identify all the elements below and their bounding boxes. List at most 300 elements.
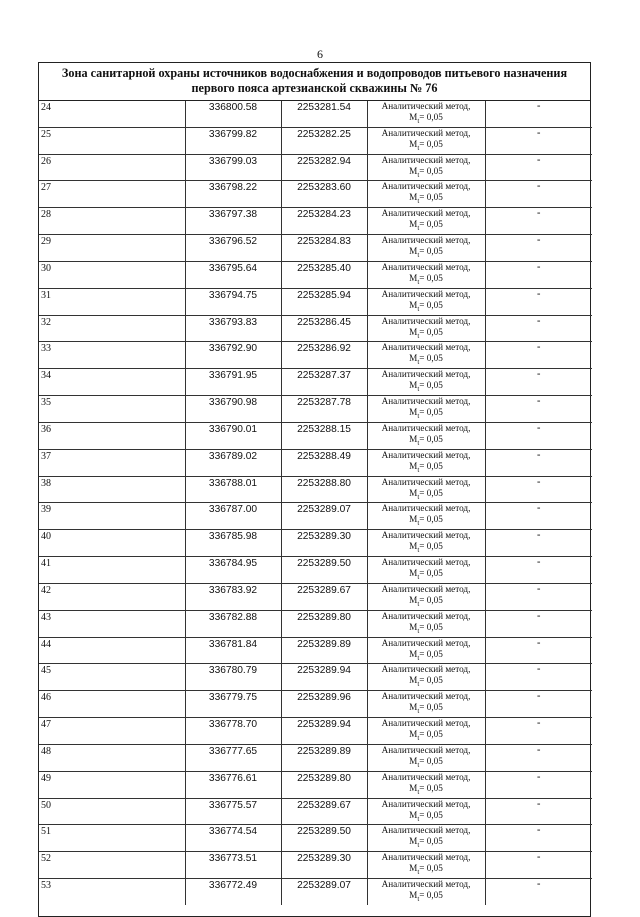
x-coordinate-cell: 336790.98: [185, 396, 281, 423]
method-symbol: M: [409, 836, 418, 847]
method-symbol: M: [409, 755, 418, 766]
method-line-1: Аналитический метод,: [381, 503, 471, 514]
method-value: = 0,05: [419, 219, 443, 230]
method-line-2: [368, 139, 485, 154]
method-symbol: M: [409, 326, 418, 337]
method-symbol: M: [409, 890, 418, 901]
point-number-cell: 33: [39, 342, 185, 369]
error-cell: -: [485, 744, 592, 771]
method-line-2: [368, 702, 485, 717]
method-line-1: Аналитический метод,: [381, 101, 471, 111]
y-coordinate-cell: 2253289.50: [281, 557, 367, 584]
error-cell: -: [485, 101, 592, 127]
method-cell: [367, 235, 485, 262]
method-subscript: t: [417, 277, 420, 286]
method-subscript: t: [417, 250, 420, 259]
y-coordinate-cell: 2253286.45: [281, 315, 367, 342]
method-line-1: Аналитический метод,: [381, 610, 471, 621]
x-coordinate-cell: 336781.84: [185, 637, 281, 664]
x-coordinate-cell: 336776.61: [185, 771, 281, 798]
method-cell: [367, 691, 485, 718]
error-cell: -: [485, 718, 592, 745]
y-coordinate-cell: 2253289.30: [281, 852, 367, 879]
method-cell: [367, 342, 485, 369]
y-coordinate-cell: 2253284.83: [281, 235, 367, 262]
method-line-1: Аналитический метод,: [381, 449, 471, 460]
method-value: = 0,05: [419, 380, 443, 391]
table-row: [39, 315, 592, 342]
method-line-1: Аналитический метод,: [381, 825, 471, 836]
method-line-2: [368, 461, 485, 476]
method-cell: [367, 422, 485, 449]
method-line-1: Аналитический метод,: [381, 637, 471, 648]
method-value: = 0,05: [419, 702, 443, 713]
point-number-cell: 51: [39, 825, 185, 852]
method-value: = 0,05: [419, 675, 443, 686]
y-coordinate-cell: 2253289.89: [281, 637, 367, 664]
method-cell: [367, 396, 485, 423]
method-symbol: M: [409, 112, 418, 122]
y-coordinate-cell: 2253282.25: [281, 127, 367, 154]
point-number-cell: 53: [39, 879, 185, 905]
method-symbol: M: [409, 541, 418, 552]
table-row: [39, 530, 592, 557]
point-number-cell: 43: [39, 610, 185, 637]
method-subscript: t: [417, 492, 420, 501]
method-symbol: M: [409, 433, 418, 444]
point-number-cell: 41: [39, 557, 185, 584]
method-subscript: t: [417, 304, 420, 313]
y-coordinate-cell: 2253289.07: [281, 503, 367, 530]
point-number-cell: 48: [39, 744, 185, 771]
method-value: = 0,05: [419, 541, 443, 552]
method-line-2: [368, 514, 485, 529]
y-coordinate-cell: 2253286.92: [281, 342, 367, 369]
point-number-cell: 24: [39, 101, 185, 127]
x-coordinate-cell: 336796.52: [185, 235, 281, 262]
table-row: [39, 449, 592, 476]
method-line-2: [368, 890, 485, 905]
x-coordinate-cell: 336784.95: [185, 557, 281, 584]
error-cell: -: [485, 664, 592, 691]
method-cell: [367, 261, 485, 288]
method-value: = 0,05: [419, 836, 443, 847]
method-cell: [367, 798, 485, 825]
method-subscript: t: [417, 626, 420, 635]
method-subscript: t: [417, 787, 420, 796]
method-cell: [367, 181, 485, 208]
method-subscript: t: [417, 760, 420, 769]
method-line-2: [368, 407, 485, 422]
point-number-cell: 40: [39, 530, 185, 557]
y-coordinate-cell: 2253282.94: [281, 154, 367, 181]
header-line-1: Зона санитарной охраны источников водоснабжения и водопроводов питьевого назначения: [61, 66, 568, 80]
point-number-cell: 31: [39, 288, 185, 315]
method-value: = 0,05: [419, 782, 443, 793]
method-line-1: Аналитический метод,: [381, 664, 471, 675]
point-number-cell: 37: [39, 449, 185, 476]
method-subscript: t: [417, 116, 420, 125]
error-cell: -: [485, 235, 592, 262]
table-row: [39, 369, 592, 396]
table-row: [39, 825, 592, 852]
method-value: = 0,05: [419, 890, 443, 901]
method-line-2: [368, 595, 485, 610]
error-cell: -: [485, 691, 592, 718]
method-cell: [367, 369, 485, 396]
x-coordinate-cell: 336787.00: [185, 503, 281, 530]
method-line-1: Аналитический метод,: [381, 852, 471, 863]
method-subscript: t: [417, 707, 420, 716]
method-value: = 0,05: [419, 246, 443, 257]
method-line-2: [368, 729, 485, 744]
method-subscript: t: [417, 411, 420, 420]
table-row: [39, 181, 592, 208]
method-symbol: M: [409, 863, 418, 874]
table-row: [39, 664, 592, 691]
method-subscript: t: [417, 653, 420, 662]
method-symbol: M: [409, 487, 418, 498]
table-row: [39, 396, 592, 423]
method-line-1: Аналитический метод,: [381, 208, 471, 219]
method-subscript: t: [417, 438, 420, 447]
method-line-1: Аналитический метод,: [381, 396, 471, 407]
error-cell: -: [485, 825, 592, 852]
error-cell: -: [485, 422, 592, 449]
point-number-cell: 38: [39, 476, 185, 503]
header-line-2: первого пояса артезианской скважины № 76: [191, 81, 438, 95]
method-symbol: M: [409, 675, 418, 686]
method-subscript: t: [417, 143, 420, 152]
method-cell: [367, 557, 485, 584]
method-value: = 0,05: [419, 326, 443, 337]
method-cell: [367, 208, 485, 235]
method-symbol: M: [409, 219, 418, 230]
x-coordinate-cell: 336795.64: [185, 261, 281, 288]
y-coordinate-cell: 2253289.67: [281, 583, 367, 610]
method-line-1: Аналитический метод,: [381, 691, 471, 702]
x-coordinate-cell: 336774.54: [185, 825, 281, 852]
method-value: = 0,05: [419, 729, 443, 740]
error-cell: -: [485, 476, 592, 503]
x-coordinate-cell: 336799.03: [185, 154, 281, 181]
method-line-1: Аналитический метод,: [381, 235, 471, 246]
table-row: [39, 127, 592, 154]
method-symbol: M: [409, 138, 418, 149]
method-subscript: t: [417, 680, 420, 689]
method-line-2: [368, 434, 485, 449]
point-number-cell: 52: [39, 852, 185, 879]
error-cell: -: [485, 369, 592, 396]
method-subscript: t: [417, 385, 420, 394]
method-cell: [367, 449, 485, 476]
y-coordinate-cell: 2253281.54: [281, 101, 367, 127]
method-line-1: Аналитический метод,: [381, 342, 471, 353]
page-number: 6: [317, 47, 323, 61]
method-value: = 0,05: [419, 433, 443, 444]
method-symbol: M: [409, 621, 418, 632]
method-line-1: Аналитический метод,: [381, 369, 471, 380]
point-number-cell: 49: [39, 771, 185, 798]
table-row: [39, 261, 592, 288]
method-symbol: M: [409, 594, 418, 605]
error-cell: -: [485, 127, 592, 154]
method-value: = 0,05: [419, 112, 443, 122]
method-value: = 0,05: [419, 138, 443, 149]
method-line-2: [368, 166, 485, 181]
y-coordinate-cell: 2253284.23: [281, 208, 367, 235]
method-line-1: Аналитический метод,: [381, 315, 471, 326]
y-coordinate-cell: 2253288.49: [281, 449, 367, 476]
point-number-cell: 25: [39, 127, 185, 154]
error-cell: -: [485, 637, 592, 664]
method-cell: [367, 744, 485, 771]
method-subscript: t: [417, 868, 420, 877]
method-value: = 0,05: [419, 407, 443, 418]
method-cell: [367, 315, 485, 342]
table-row: [39, 235, 592, 262]
point-number-cell: 42: [39, 583, 185, 610]
method-cell: [367, 101, 485, 127]
error-cell: -: [485, 583, 592, 610]
method-line-2: [368, 353, 485, 368]
y-coordinate-cell: 2253289.96: [281, 691, 367, 718]
point-number-cell: 32: [39, 315, 185, 342]
table-row: [39, 691, 592, 718]
error-cell: -: [485, 181, 592, 208]
y-coordinate-cell: 2253287.78: [281, 396, 367, 423]
method-subscript: t: [417, 546, 420, 555]
method-value: = 0,05: [419, 809, 443, 820]
point-number-cell: 36: [39, 422, 185, 449]
method-line-2: [368, 192, 485, 207]
error-cell: -: [485, 798, 592, 825]
method-line-2: [368, 488, 485, 503]
table-row: [39, 798, 592, 825]
method-value: = 0,05: [419, 192, 443, 203]
method-line-1: Аналитический метод,: [381, 583, 471, 594]
method-line-1: Аналитический метод,: [381, 771, 471, 782]
error-cell: -: [485, 557, 592, 584]
error-cell: -: [485, 288, 592, 315]
table-row: [39, 503, 592, 530]
method-subscript: t: [417, 814, 420, 823]
method-line-1: Аналитический метод,: [381, 798, 471, 809]
table-row: [39, 852, 592, 879]
method-symbol: M: [409, 514, 418, 525]
method-subscript: t: [417, 197, 420, 206]
method-symbol: M: [409, 702, 418, 713]
y-coordinate-cell: 2253289.07: [281, 879, 367, 905]
error-cell: -: [485, 530, 592, 557]
error-cell: -: [485, 342, 592, 369]
method-value: = 0,05: [419, 299, 443, 310]
error-cell: -: [485, 449, 592, 476]
error-cell: -: [485, 154, 592, 181]
method-subscript: t: [417, 733, 420, 742]
y-coordinate-cell: 2253288.15: [281, 422, 367, 449]
coordinates-table-frame: [38, 62, 591, 917]
method-subscript: t: [417, 572, 420, 581]
x-coordinate-cell: 336772.49: [185, 879, 281, 905]
x-coordinate-cell: 336773.51: [185, 852, 281, 879]
x-coordinate-cell: 336790.01: [185, 422, 281, 449]
point-number-cell: 50: [39, 798, 185, 825]
method-line-2: [368, 863, 485, 878]
x-coordinate-cell: 336779.75: [185, 691, 281, 718]
method-line-2: [368, 327, 485, 342]
method-symbol: M: [409, 272, 418, 283]
method-value: = 0,05: [419, 621, 443, 632]
method-symbol: M: [409, 380, 418, 391]
x-coordinate-cell: 336785.98: [185, 530, 281, 557]
point-number-cell: 34: [39, 369, 185, 396]
y-coordinate-cell: 2253283.60: [281, 181, 367, 208]
x-coordinate-cell: 336789.02: [185, 449, 281, 476]
method-symbol: M: [409, 299, 418, 310]
method-line-2: [368, 541, 485, 556]
method-cell: [367, 771, 485, 798]
method-subscript: t: [417, 170, 420, 179]
point-number-cell: 27: [39, 181, 185, 208]
method-value: = 0,05: [419, 487, 443, 498]
point-number-cell: 39: [39, 503, 185, 530]
x-coordinate-cell: 336799.82: [185, 127, 281, 154]
error-cell: -: [485, 315, 592, 342]
method-value: = 0,05: [419, 594, 443, 605]
method-symbol: M: [409, 246, 418, 257]
method-value: = 0,05: [419, 514, 443, 525]
method-cell: [367, 476, 485, 503]
table-row: [39, 154, 592, 181]
error-cell: -: [485, 208, 592, 235]
y-coordinate-cell: 2253287.37: [281, 369, 367, 396]
y-coordinate-cell: 2253288.80: [281, 476, 367, 503]
method-cell: [367, 664, 485, 691]
x-coordinate-cell: 336780.79: [185, 664, 281, 691]
method-cell: [367, 530, 485, 557]
method-cell: [367, 288, 485, 315]
x-coordinate-cell: 336788.01: [185, 476, 281, 503]
method-cell: [367, 852, 485, 879]
table-row: [39, 208, 592, 235]
table-row: [39, 637, 592, 664]
method-line-2: [368, 675, 485, 690]
method-line-2: [368, 300, 485, 315]
y-coordinate-cell: 2253285.40: [281, 261, 367, 288]
method-cell: [367, 503, 485, 530]
method-line-2: [368, 756, 485, 771]
table-row: [39, 583, 592, 610]
error-cell: -: [485, 852, 592, 879]
method-line-2: [368, 112, 485, 127]
method-line-1: Аналитический метод,: [381, 261, 471, 272]
method-cell: [367, 825, 485, 852]
error-cell: -: [485, 396, 592, 423]
table-row: [39, 557, 592, 584]
error-cell: -: [485, 610, 592, 637]
method-subscript: t: [417, 465, 420, 474]
method-symbol: M: [409, 165, 418, 176]
method-symbol: M: [409, 460, 418, 471]
method-symbol: M: [409, 648, 418, 659]
y-coordinate-cell: 2253285.94: [281, 288, 367, 315]
method-line-1: Аналитический метод,: [381, 154, 471, 165]
point-number-cell: 28: [39, 208, 185, 235]
point-number-cell: 30: [39, 261, 185, 288]
table-row: [39, 422, 592, 449]
table-row: [39, 718, 592, 745]
method-line-2: [368, 380, 485, 395]
x-coordinate-cell: 336775.57: [185, 798, 281, 825]
method-line-1: Аналитический метод,: [381, 422, 471, 433]
table-tail: [39, 905, 590, 916]
method-cell: [367, 637, 485, 664]
method-value: = 0,05: [419, 460, 443, 471]
x-coordinate-cell: 336778.70: [185, 718, 281, 745]
table-row: [39, 879, 592, 905]
y-coordinate-cell: 2253289.50: [281, 825, 367, 852]
x-coordinate-cell: 336794.75: [185, 288, 281, 315]
table-row: [39, 476, 592, 503]
point-number-cell: 35: [39, 396, 185, 423]
method-symbol: M: [409, 407, 418, 418]
method-line-1: Аналитический метод,: [381, 557, 471, 568]
method-line-1: Аналитический метод,: [381, 744, 471, 755]
method-value: = 0,05: [419, 648, 443, 659]
method-subscript: t: [417, 358, 420, 367]
method-line-2: [368, 810, 485, 825]
error-cell: -: [485, 771, 592, 798]
y-coordinate-cell: 2253289.94: [281, 664, 367, 691]
method-line-2: [368, 273, 485, 288]
method-line-2: [368, 568, 485, 583]
x-coordinate-cell: 336782.88: [185, 610, 281, 637]
y-coordinate-cell: 2253289.80: [281, 610, 367, 637]
table-row: [39, 610, 592, 637]
method-line-1: Аналитический метод,: [381, 879, 471, 890]
method-subscript: t: [417, 224, 420, 233]
table-row: [39, 288, 592, 315]
method-subscript: t: [417, 599, 420, 608]
point-number-cell: 29: [39, 235, 185, 262]
table-body: [39, 101, 592, 905]
method-line-2: [368, 783, 485, 798]
method-line-1: Аналитический метод,: [381, 127, 471, 138]
y-coordinate-cell: 2253289.30: [281, 530, 367, 557]
method-symbol: M: [409, 568, 418, 579]
x-coordinate-cell: 336797.38: [185, 208, 281, 235]
x-coordinate-cell: 336798.22: [185, 181, 281, 208]
method-cell: [367, 718, 485, 745]
point-number-cell: 26: [39, 154, 185, 181]
y-coordinate-cell: 2253289.94: [281, 718, 367, 745]
method-line-2: [368, 836, 485, 851]
method-value: = 0,05: [419, 863, 443, 874]
method-line-1: Аналитический метод,: [381, 718, 471, 729]
table-row: [39, 342, 592, 369]
method-subscript: t: [417, 331, 420, 340]
error-cell: -: [485, 503, 592, 530]
table-row: [39, 101, 592, 127]
table-row: [39, 771, 592, 798]
method-cell: [367, 154, 485, 181]
method-symbol: M: [409, 782, 418, 793]
error-cell: -: [536, 878, 541, 891]
method-line-2: [368, 649, 485, 664]
method-value: = 0,05: [419, 755, 443, 766]
coordinates-table: [39, 101, 592, 905]
